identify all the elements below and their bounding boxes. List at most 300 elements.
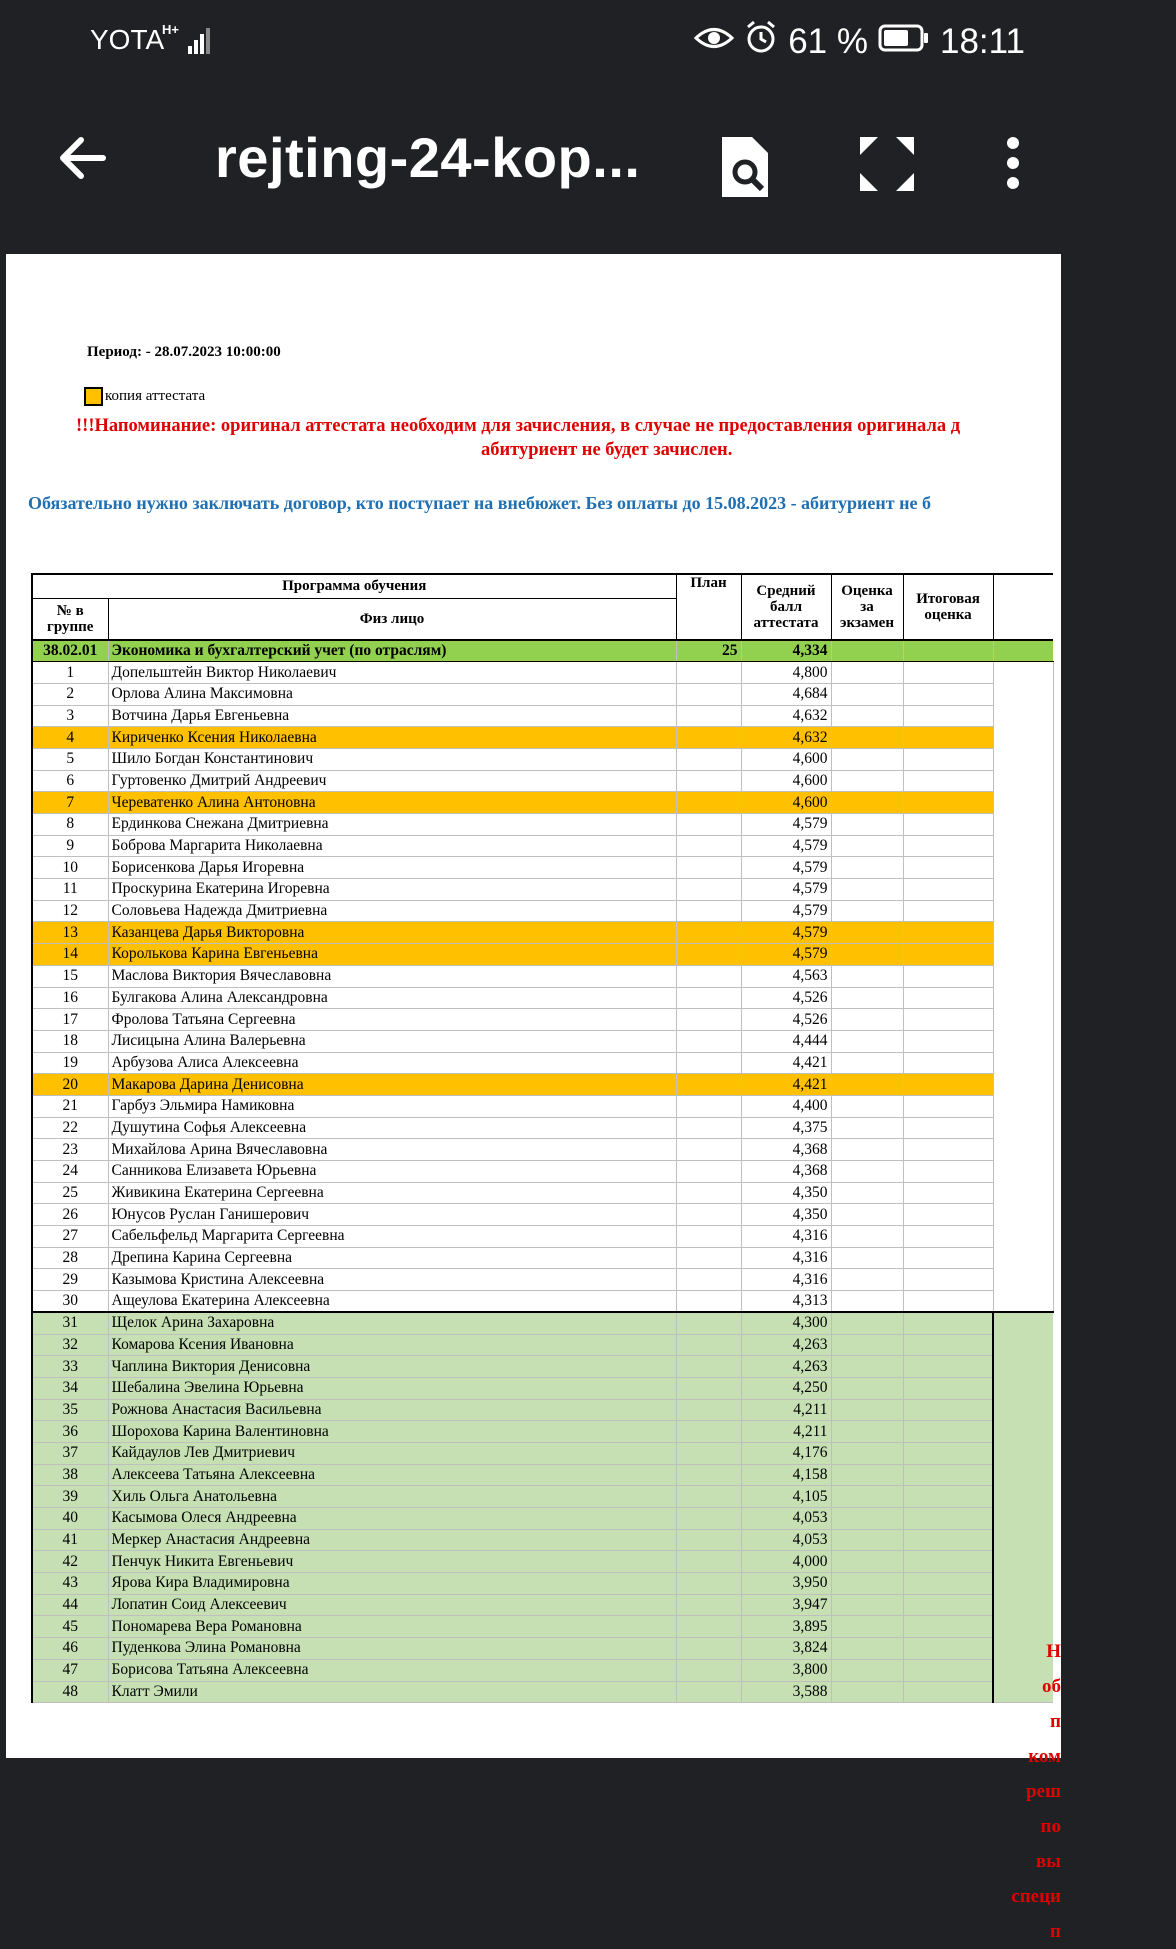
row-final [903,1356,993,1378]
table-row [32,1117,1053,1139]
row-person: Пенчук Никита Евгеньевич [108,1551,676,1573]
row-avg-score: 3,895 [741,1616,831,1638]
row-exam [831,987,903,1009]
row-plan [676,748,741,770]
row-number: 34 [32,1377,108,1399]
side-notice-line: ком [1028,1746,1061,1767]
row-final [903,1529,993,1551]
table-row [32,922,1053,944]
row-final [903,814,993,836]
row-final [903,705,993,727]
legend [84,387,205,406]
row-avg-score: 3,800 [741,1659,831,1681]
row-person: Борисенкова Дарья Игоревна [108,857,676,879]
row-plan [676,1464,741,1486]
row-final [903,1052,993,1074]
row-final [903,987,993,1009]
rating-table [31,573,1054,1703]
row-person: Шебалина Эвелина Юрьевна [108,1377,676,1399]
row-avg-score: 4,158 [741,1464,831,1486]
row-plan [676,1681,741,1703]
row-plan [676,1659,741,1681]
header-exam: Оценка за экзамен [831,574,903,640]
more-options-icon[interactable] [1003,135,1023,196]
row-avg-score: 4,316 [741,1226,831,1248]
row-plan [676,1095,741,1117]
table-row [32,1486,1053,1508]
row-exam [831,1291,903,1313]
row-avg-score: 4,300 [741,1312,831,1334]
row-plan [676,705,741,727]
row-person: Череватенко Алина Антоновна [108,792,676,814]
row-avg-score: 4,579 [741,814,831,836]
row-exam [831,1074,903,1096]
row-plan [676,857,741,879]
document-title: rejting-24-kop... [215,126,641,189]
row-plan [676,1616,741,1638]
row-exam [831,1226,903,1248]
row-person: Королькова Карина Евгеньевна [108,944,676,966]
row-number: 8 [32,814,108,836]
row-plan [676,900,741,922]
header-final: Итоговая оценка [903,574,993,640]
row-person: Шило Богдан Константинович [108,748,676,770]
contract-notice: Обязательно нужно заключать договор, кто поступает на внебюжет. Без оплаты до 15.08.2023 - абитуриент не б [28,493,931,513]
row-avg-score: 4,632 [741,727,831,749]
row-number: 32 [32,1334,108,1356]
row-plan [676,792,741,814]
row-number: 38 [32,1464,108,1486]
row-person: Живикина Екатерина Сергеевна [108,1182,676,1204]
row-plan [676,1139,741,1161]
row-avg-score: 4,421 [741,1052,831,1074]
row-number: 19 [32,1052,108,1074]
battery-level: 61 % [788,21,868,61]
app-toolbar [0,85,1061,248]
group-row [32,640,1053,662]
row-person: Допельштейн Виктор Николаевич [108,662,676,684]
row-number: 2 [32,683,108,705]
row-avg-score: 4,600 [741,748,831,770]
row-person: Борисова Татьяна Алексеевна [108,1659,676,1681]
row-final [903,1204,993,1226]
row-final [903,1464,993,1486]
row-number: 7 [32,792,108,814]
row-person: Фролова Татьяна Сергеевна [108,1009,676,1031]
side-notice-line: Н [1046,1641,1061,1662]
row-avg-score: 4,579 [741,900,831,922]
table-row [32,1247,1053,1269]
row-number: 18 [32,1030,108,1052]
header-plan: План [676,574,741,640]
row-person: Сабельфельд Маргарита Сергеевна [108,1226,676,1248]
row-exam [831,944,903,966]
row-exam [831,1161,903,1183]
row-final [903,879,993,901]
legend-swatch [84,387,103,406]
row-number: 22 [32,1117,108,1139]
row-final [903,1399,993,1421]
table-row [32,662,1053,684]
carrier-label: YOTA [90,24,165,55]
reminder-text [76,414,1176,462]
row-final [903,770,993,792]
table-row [32,683,1053,705]
row-exam [831,1529,903,1551]
row-final [903,1377,993,1399]
row-plan [676,1356,741,1378]
row-final [903,1659,993,1681]
row-exam [831,683,903,705]
row-avg-score: 4,316 [741,1269,831,1291]
row-avg-score: 4,579 [741,879,831,901]
row-avg-score: 4,313 [741,1291,831,1313]
row-plan [676,835,741,857]
table-row [32,1659,1053,1681]
document-page[interactable] [6,254,1061,1942]
row-plan [676,1334,741,1356]
row-number: 5 [32,748,108,770]
row-person: Пуденкова Элина Романовна [108,1638,676,1660]
row-person: Меркер Анастасия Андреевна [108,1529,676,1551]
table-row [32,1594,1053,1616]
row-final [903,857,993,879]
table-row [32,1356,1053,1378]
row-exam [831,770,903,792]
row-plan [676,944,741,966]
row-avg-score: 4,211 [741,1421,831,1443]
row-exam [831,1117,903,1139]
group-plan: 25 [676,640,741,662]
row-exam [831,1052,903,1074]
row-exam [831,900,903,922]
side-notice-line: вы [1035,1851,1061,1872]
side-blank [993,662,1053,1313]
row-person: Комарова Ксения Ивановна [108,1334,676,1356]
row-avg-score: 4,053 [741,1508,831,1530]
row-final [903,1594,993,1616]
row-number: 11 [32,879,108,901]
row-number: 41 [32,1529,108,1551]
row-final [903,1573,993,1595]
table-row [32,1052,1053,1074]
row-number: 33 [32,1356,108,1378]
table-row [32,1399,1053,1421]
row-final [903,1486,993,1508]
row-number: 20 [32,1074,108,1096]
row-person: Маслова Виктория Вячеславовна [108,965,676,987]
row-person: Клатт Эмили [108,1681,676,1703]
table-row [32,814,1053,836]
row-avg-score: 4,000 [741,1551,831,1573]
row-final [903,1161,993,1183]
row-person: Щелок Арина Захаровна [108,1312,676,1334]
row-avg-score: 4,263 [741,1334,831,1356]
row-final [903,944,993,966]
row-final [903,748,993,770]
table-row [32,705,1053,727]
row-avg-score: 4,368 [741,1161,831,1183]
row-number: 25 [32,1182,108,1204]
row-exam [831,1030,903,1052]
row-plan [676,1204,741,1226]
table-row [32,1139,1053,1161]
row-person: Ердинкова Снежана Дмитриевна [108,814,676,836]
table-row [32,727,1053,749]
group-final [903,640,993,662]
row-final [903,727,993,749]
table-row [32,1226,1053,1248]
row-exam [831,748,903,770]
row-plan [676,1377,741,1399]
row-final [903,1074,993,1096]
row-exam [831,1269,903,1291]
row-avg-score: 3,824 [741,1638,831,1660]
row-avg-score: 4,444 [741,1030,831,1052]
row-number: 48 [32,1681,108,1703]
row-number: 26 [32,1204,108,1226]
table-row [32,1204,1053,1226]
row-number: 15 [32,965,108,987]
row-final [903,1681,993,1703]
row-number: 40 [32,1508,108,1530]
row-final [903,683,993,705]
row-plan [676,922,741,944]
row-number: 29 [32,1269,108,1291]
table-row [32,1442,1053,1464]
row-plan [676,1594,741,1616]
row-exam [831,1616,903,1638]
row-exam [831,1204,903,1226]
row-person: Гуртовенко Дмитрий Андреевич [108,770,676,792]
table-row [32,965,1053,987]
row-exam [831,1095,903,1117]
row-exam [831,1399,903,1421]
table-row [32,944,1053,966]
row-plan [676,1182,741,1204]
status-bar [0,0,1061,85]
row-final [903,1009,993,1031]
row-plan [676,727,741,749]
table-row [32,1573,1053,1595]
row-avg-score: 4,579 [741,835,831,857]
row-person: Юнусов Руслан Ганишерович [108,1204,676,1226]
header-person: Физ лицо [108,598,676,640]
row-number: 36 [32,1421,108,1443]
row-avg-score: 4,421 [741,1074,831,1096]
row-person: Орлова Алина Максимовна [108,683,676,705]
battery-icon [878,22,930,62]
side-notice-line: п [1050,1711,1061,1732]
signal-icon [160,22,210,63]
table-row [32,1161,1053,1183]
table-row [32,1681,1053,1703]
row-exam [831,792,903,814]
fullscreen-icon[interactable] [858,135,916,198]
row-person: Касымова Олеся Андреевна [108,1508,676,1530]
row-plan [676,1247,741,1269]
row-plan [676,1399,741,1421]
row-plan [676,662,741,684]
row-exam [831,1247,903,1269]
back-arrow-icon[interactable] [55,130,111,191]
row-exam [831,1681,903,1703]
row-exam [831,1551,903,1573]
row-exam [831,662,903,684]
table-row [32,1095,1053,1117]
row-final [903,1334,993,1356]
row-plan [676,1030,741,1052]
row-plan [676,1638,741,1660]
row-exam [831,1421,903,1443]
row-avg-score: 4,176 [741,1442,831,1464]
row-plan [676,1529,741,1551]
row-exam [831,705,903,727]
table-row [32,748,1053,770]
row-exam [831,879,903,901]
group-avg: 4,334 [741,640,831,662]
row-final [903,1616,993,1638]
row-person: Казымова Кристина Алексеевна [108,1269,676,1291]
row-person: Гарбуз Эльмира Намиковна [108,1095,676,1117]
row-person: Булгакова Алина Александровна [108,987,676,1009]
row-number: 42 [32,1551,108,1573]
table-row [32,1074,1053,1096]
period-label: Период: - 28.07.2023 10:00:00 [87,344,281,360]
row-final [903,922,993,944]
search-in-document-icon[interactable] [718,135,772,204]
row-plan [676,814,741,836]
row-person: Шорохова Карина Валентиновна [108,1421,676,1443]
row-avg-score: 4,053 [741,1529,831,1551]
row-number: 35 [32,1399,108,1421]
row-person: Лопатин Соид Алексеевич [108,1594,676,1616]
header-avg-score: Средний балл аттестата [741,574,831,640]
row-person: Ащеулова Екатерина Алексеевна [108,1291,676,1313]
row-avg-score: 4,579 [741,922,831,944]
row-number: 16 [32,987,108,1009]
row-number: 47 [32,1659,108,1681]
row-exam [831,922,903,944]
row-final [903,900,993,922]
header-number: № в группе [32,598,108,640]
row-plan [676,1052,741,1074]
row-person: Макарова Дарина Денисовна [108,1074,676,1096]
row-plan [676,1508,741,1530]
row-person: Пономарева Вера Романовна [108,1616,676,1638]
row-final [903,662,993,684]
row-person: Душутина Софья Алексеевна [108,1117,676,1139]
row-plan [676,1269,741,1291]
row-exam [831,1442,903,1464]
row-avg-score: 4,600 [741,770,831,792]
row-final [903,1312,993,1334]
table-row [32,987,1053,1009]
row-exam [831,1638,903,1660]
row-final [903,1291,993,1313]
row-final [903,1508,993,1530]
row-avg-score: 3,947 [741,1594,831,1616]
row-number: 46 [32,1638,108,1660]
row-number: 1 [32,662,108,684]
alarm-icon [744,20,778,63]
row-final [903,1551,993,1573]
row-plan [676,1573,741,1595]
row-number: 45 [32,1616,108,1638]
side-notice-line: реш [1025,1781,1061,1802]
row-final [903,965,993,987]
row-plan [676,1117,741,1139]
row-number: 13 [32,922,108,944]
row-person: Алексеева Татьяна Алексеевна [108,1464,676,1486]
row-avg-score: 4,250 [741,1377,831,1399]
row-plan [676,879,741,901]
row-number: 43 [32,1573,108,1595]
row-exam [831,1009,903,1031]
row-exam [831,1312,903,1334]
row-avg-score: 3,588 [741,1681,831,1703]
table-row [32,835,1053,857]
row-person: Ярова Кира Владимировна [108,1573,676,1595]
group-name: Экономика и бухгалтерский учет (по отраслям) [108,640,676,662]
header-program: Программа обучения [32,574,676,598]
row-avg-score: 4,375 [741,1117,831,1139]
row-number: 30 [32,1291,108,1313]
row-avg-score: 4,350 [741,1204,831,1226]
row-number: 17 [32,1009,108,1031]
row-plan [676,1009,741,1031]
row-number: 10 [32,857,108,879]
row-avg-score: 3,950 [741,1573,831,1595]
row-plan [676,770,741,792]
row-person: Хиль Ольга Анатольевна [108,1486,676,1508]
row-final [903,1117,993,1139]
table-row [32,1182,1053,1204]
table-row [32,1551,1053,1573]
row-exam [831,1659,903,1681]
row-number: 37 [32,1442,108,1464]
row-person: Рожнова Анастасия Васильевна [108,1399,676,1421]
row-final [903,1442,993,1464]
row-exam [831,1594,903,1616]
row-person: Проскурина Екатерина Игоревна [108,879,676,901]
row-avg-score: 4,579 [741,944,831,966]
table-row [32,1616,1053,1638]
row-exam [831,965,903,987]
side-notice [1001,1634,1061,1949]
eye-icon [694,22,734,62]
table-row [32,770,1053,792]
row-person: Кириченко Ксения Николаевна [108,727,676,749]
row-plan [676,1421,741,1443]
network-type: H+ [162,22,179,37]
row-avg-score: 4,105 [741,1486,831,1508]
row-exam [831,1573,903,1595]
clock: 18:11 [940,21,1025,61]
row-exam [831,1356,903,1378]
row-final [903,1030,993,1052]
row-exam [831,1486,903,1508]
row-avg-score: 4,263 [741,1356,831,1378]
row-exam [831,1182,903,1204]
side-notice-line: об [1042,1676,1061,1697]
table-row [32,1464,1053,1486]
row-number: 3 [32,705,108,727]
row-number: 14 [32,944,108,966]
row-final [903,792,993,814]
table-row [32,1312,1053,1334]
row-person: Вотчина Дарья Евгеньевна [108,705,676,727]
